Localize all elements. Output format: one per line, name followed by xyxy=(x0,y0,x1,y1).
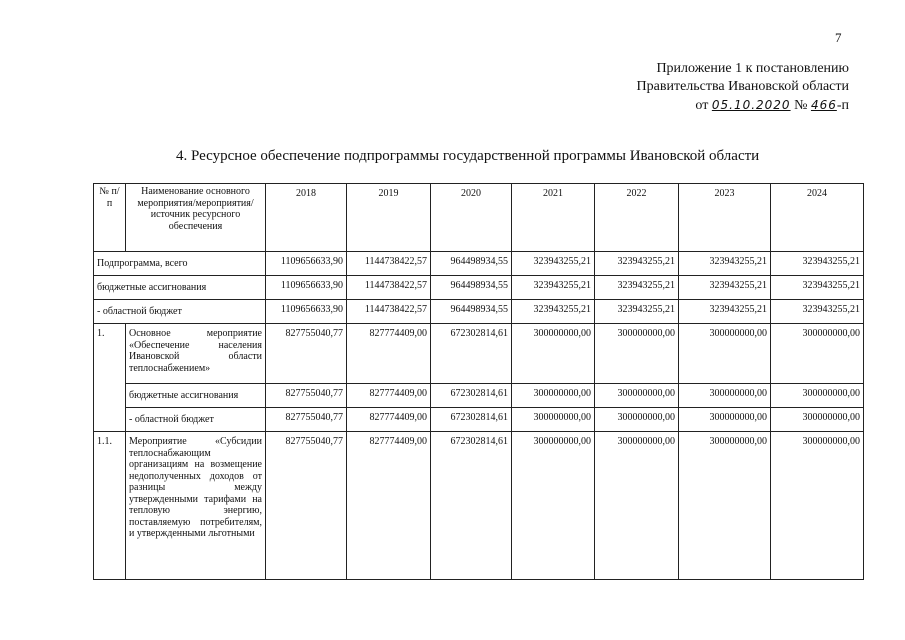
row-label: - областной бюджет xyxy=(126,408,266,432)
cell-value: 1109656633,90 xyxy=(266,300,347,324)
cell-value: 672302814,61 xyxy=(431,384,512,408)
row-label: Основное мероприятие «Обеспечение населения Ивановской области теплоснабжением» xyxy=(126,324,266,384)
cell-value: 300000000,00 xyxy=(679,324,771,384)
cell-value: 1144738422,57 xyxy=(347,300,431,324)
cell-value: 300000000,00 xyxy=(512,432,595,580)
cell-value: 827755040,77 xyxy=(266,432,347,580)
row-label: бюджетные ассигнования xyxy=(94,276,266,300)
cell-value: 323943255,21 xyxy=(595,276,679,300)
appendix-date: 05.10.2020 xyxy=(711,98,791,112)
cell-value: 1109656633,90 xyxy=(266,276,347,300)
appendix-line-2: Правительства Ивановской области xyxy=(636,79,849,94)
row-label: бюджетные ассигнования xyxy=(126,384,266,408)
appendix-number: 466 xyxy=(810,98,837,112)
cell-value: 672302814,61 xyxy=(431,432,512,580)
table-header-row xyxy=(94,184,864,252)
cell-value: 323943255,21 xyxy=(512,300,595,324)
cell-value: 300000000,00 xyxy=(595,432,679,580)
header-year: 2024 xyxy=(771,184,864,252)
cell-value: 300000000,00 xyxy=(512,324,595,384)
header-name: Наименование основного мероприятия/мероприятия/ источник ресурсного обеспечения xyxy=(126,184,266,252)
cell-value: 964498934,55 xyxy=(431,300,512,324)
appendix-prefix: от xyxy=(695,98,709,113)
header-year: 2019 xyxy=(347,184,431,252)
appendix-number-sign: № xyxy=(794,98,808,113)
cell-value: 323943255,21 xyxy=(512,252,595,276)
header-year: 2022 xyxy=(595,184,679,252)
row-label: Подпрограмма, всего xyxy=(94,252,266,276)
cell-value: 323943255,21 xyxy=(595,252,679,276)
cell-value: 300000000,00 xyxy=(771,408,864,432)
appendix-suffix: -п xyxy=(836,98,849,113)
table-row xyxy=(94,252,864,276)
header-year: 2018 xyxy=(266,184,347,252)
cell-value: 323943255,21 xyxy=(679,276,771,300)
row-num: 1. xyxy=(94,324,126,432)
cell-value: 323943255,21 xyxy=(679,300,771,324)
table-row xyxy=(94,432,864,580)
header-year: 2023 xyxy=(679,184,771,252)
cell-value: 300000000,00 xyxy=(595,408,679,432)
cell-value: 300000000,00 xyxy=(771,384,864,408)
cell-value: 300000000,00 xyxy=(512,384,595,408)
cell-value: 827755040,77 xyxy=(266,384,347,408)
cell-value: 300000000,00 xyxy=(595,324,679,384)
header-num: № п/п xyxy=(94,184,126,252)
table-row xyxy=(94,300,864,324)
cell-value: 827755040,77 xyxy=(266,324,347,384)
cell-value: 672302814,61 xyxy=(431,408,512,432)
table-row xyxy=(94,384,864,408)
appendix-line-1: Приложение 1 к постановлению xyxy=(656,61,849,76)
appendix-line-3 xyxy=(549,96,849,115)
cell-value: 300000000,00 xyxy=(512,408,595,432)
cell-value: 323943255,21 xyxy=(771,276,864,300)
cell-value: 827774409,00 xyxy=(347,384,431,408)
resource-table xyxy=(93,183,864,580)
header-year: 2020 xyxy=(431,184,512,252)
cell-value: 323943255,21 xyxy=(595,300,679,324)
row-label: - областной бюджет xyxy=(94,300,266,324)
cell-value: 300000000,00 xyxy=(595,384,679,408)
cell-value: 300000000,00 xyxy=(679,384,771,408)
cell-value: 300000000,00 xyxy=(771,324,864,384)
table-row xyxy=(94,324,864,384)
cell-value: 300000000,00 xyxy=(679,408,771,432)
row-label: Мероприятие «Субсидии теплоснабжающим организациям на возмещение недополученных доходов от разницы между утвержденными тарифами на тепловую энергию, поставляемую потребителям, и утвержденными льготными xyxy=(126,432,266,580)
document-title: 4. Ресурсное обеспечение подпрограммы государственной программы Ивановской области xyxy=(176,148,760,164)
table-row xyxy=(94,408,864,432)
cell-value: 1144738422,57 xyxy=(347,252,431,276)
cell-value: 300000000,00 xyxy=(679,432,771,580)
cell-value: 323943255,21 xyxy=(679,252,771,276)
cell-value: 323943255,21 xyxy=(512,276,595,300)
cell-value: 964498934,55 xyxy=(431,252,512,276)
cell-value: 827774409,00 xyxy=(347,324,431,384)
cell-value: 1109656633,90 xyxy=(266,252,347,276)
cell-value: 323943255,21 xyxy=(771,252,864,276)
cell-value: 827755040,77 xyxy=(266,408,347,432)
table-row xyxy=(94,276,864,300)
cell-value: 300000000,00 xyxy=(771,432,864,580)
page-number: 7 xyxy=(835,30,842,45)
appendix-header xyxy=(549,60,849,115)
header-year: 2021 xyxy=(512,184,595,252)
cell-value: 323943255,21 xyxy=(771,300,864,324)
row-num: 1.1. xyxy=(94,432,126,580)
cell-value: 827774409,00 xyxy=(347,432,431,580)
cell-value: 1144738422,57 xyxy=(347,276,431,300)
cell-value: 827774409,00 xyxy=(347,408,431,432)
cell-value: 672302814,61 xyxy=(431,324,512,384)
cell-value: 964498934,55 xyxy=(431,276,512,300)
